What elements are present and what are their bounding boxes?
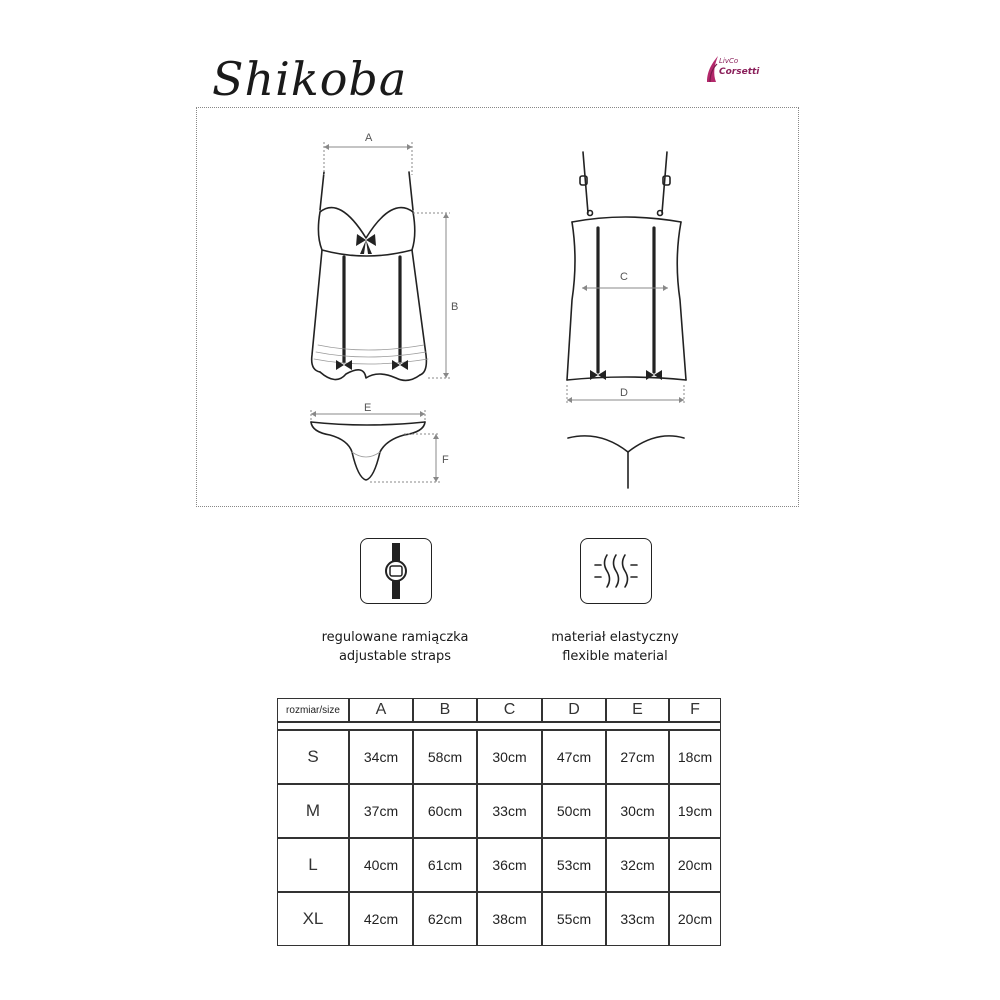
adjustable-strap-icon [360, 538, 432, 604]
value-cell: 20cm [669, 838, 721, 892]
size-cell: M [277, 784, 349, 838]
size-cell: S [277, 730, 349, 784]
size-cell: L [277, 838, 349, 892]
header-cell: B [413, 698, 477, 722]
feature-flexible-material [505, 628, 725, 666]
feature-label-en: flexible material [562, 649, 668, 664]
feature-label-en: adjustable straps [338, 649, 452, 664]
dimension-label-b: B [451, 301, 459, 313]
table-row [277, 892, 721, 946]
value-cell: 32cm [606, 838, 669, 892]
value-cell: 55cm [542, 892, 606, 946]
value-cell: 47cm [542, 730, 606, 784]
dimension-label-a: A [365, 132, 373, 144]
value-cell: 60cm [413, 784, 477, 838]
value-cell: 50cm [542, 784, 606, 838]
value-cell: 18cm [669, 730, 721, 784]
value-cell: 30cm [606, 784, 669, 838]
value-cell: 37cm [349, 784, 413, 838]
value-cell: 33cm [477, 784, 542, 838]
header-cell: E [606, 698, 669, 722]
value-cell: 38cm [477, 892, 542, 946]
value-cell: 30cm [477, 730, 542, 784]
dimension-label-f: F [442, 454, 449, 466]
dimension-label-d: D [620, 387, 628, 399]
table-row [277, 838, 721, 892]
back-thong-drawing [568, 436, 684, 488]
dimension-label-c: C [620, 271, 628, 283]
table-row [277, 730, 721, 784]
front-thong-drawing [311, 422, 425, 480]
value-cell: 33cm [606, 892, 669, 946]
value-cell: 36cm [477, 838, 542, 892]
header-cell: C [477, 698, 542, 722]
header-cell: A [349, 698, 413, 722]
table-header-row [277, 698, 721, 722]
back-chemise-drawing [567, 152, 686, 380]
value-cell: 42cm [349, 892, 413, 946]
dimension-label-e: E [364, 402, 372, 414]
feature-adjustable-straps [285, 628, 505, 666]
front-chemise-drawing [312, 172, 428, 380]
size-cell: XL [277, 892, 349, 946]
value-cell: 53cm [542, 838, 606, 892]
size-chart-table [277, 698, 721, 946]
feature-label-pl: regulowane ramiączka [321, 630, 469, 645]
brand-name: LivCo [719, 57, 739, 65]
elastic-material-icon [580, 538, 652, 604]
value-cell: 34cm [349, 730, 413, 784]
value-cell: 19cm [669, 784, 721, 838]
feature-label-pl: materiał elastyczny [551, 630, 679, 645]
header-cell: rozmiar/size [277, 698, 349, 722]
brand-tagline: Corsetti [719, 67, 760, 77]
table-row [277, 784, 721, 838]
value-cell: 20cm [669, 892, 721, 946]
value-cell: 58cm [413, 730, 477, 784]
value-cell: 27cm [606, 730, 669, 784]
header-cell: F [669, 698, 721, 722]
value-cell: 61cm [413, 838, 477, 892]
value-cell: 62cm [413, 892, 477, 946]
header-cell: D [542, 698, 606, 722]
value-cell: 40cm [349, 838, 413, 892]
product-title: Shikoba [212, 52, 408, 106]
